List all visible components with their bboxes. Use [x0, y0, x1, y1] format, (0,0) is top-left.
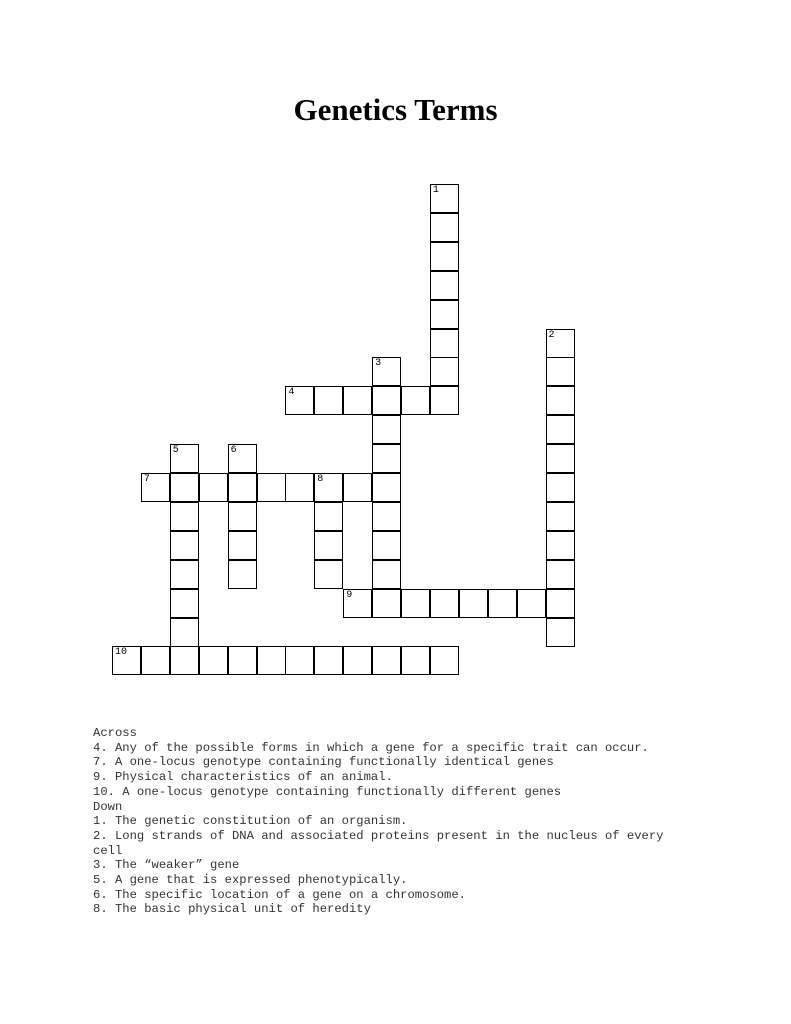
- down-clue: 3. The “weaker” gene: [93, 858, 240, 873]
- grid-cell[interactable]: [343, 646, 372, 675]
- grid-cell[interactable]: [546, 618, 575, 647]
- grid-cell[interactable]: [546, 386, 575, 415]
- clue-number: 6: [230, 445, 237, 457]
- grid-cell[interactable]: [372, 444, 401, 473]
- grid-cell[interactable]: [314, 560, 343, 589]
- grid-cell[interactable]: [285, 646, 314, 675]
- clue-number: 1: [432, 185, 439, 196]
- grid-cell[interactable]: [170, 444, 199, 473]
- grid-cell[interactable]: [314, 473, 343, 502]
- grid-cell[interactable]: [314, 502, 343, 531]
- grid-cell[interactable]: [430, 300, 459, 329]
- grid-cell[interactable]: [343, 589, 372, 618]
- grid-cell[interactable]: [170, 502, 199, 531]
- clue-number: 2: [548, 329, 555, 341]
- grid-cell[interactable]: [343, 473, 372, 502]
- grid-cell[interactable]: [343, 386, 372, 415]
- across-clue: 10. A one-locus genotype containing functionally different genes: [93, 784, 562, 799]
- grid-cell[interactable]: [546, 329, 575, 358]
- grid-cell[interactable]: [372, 386, 401, 415]
- grid-cell[interactable]: [546, 502, 575, 531]
- grid-cell[interactable]: [430, 329, 459, 358]
- grid-cell[interactable]: [199, 473, 228, 502]
- grid-cell[interactable]: [170, 646, 199, 675]
- grid-cell[interactable]: [285, 386, 314, 415]
- grid-cell[interactable]: [228, 473, 257, 502]
- clue-number: 7: [143, 474, 150, 485]
- down-heading: Down: [93, 799, 123, 814]
- grid-cell[interactable]: [401, 589, 430, 618]
- grid-cell[interactable]: [401, 386, 430, 415]
- grid-cell[interactable]: [170, 531, 199, 560]
- grid-cell[interactable]: [257, 646, 286, 675]
- grid-cell[interactable]: [228, 502, 257, 531]
- grid-cell[interactable]: [430, 242, 459, 271]
- grid-cell[interactable]: [430, 357, 459, 386]
- grid-cell[interactable]: [546, 589, 575, 618]
- grid-cell[interactable]: [372, 357, 401, 386]
- across-clue: 4. Any of the possible forms in which a gene for a specific trait can occur.: [93, 740, 649, 755]
- grid-cell[interactable]: [199, 646, 228, 675]
- grid-cell[interactable]: [372, 531, 401, 560]
- grid-cell[interactable]: [546, 560, 575, 589]
- grid-cell[interactable]: [372, 415, 401, 444]
- across-clue: 7. A one-locus genotype containing functionally identical genes: [93, 755, 554, 770]
- clue-number: 10: [115, 647, 128, 659]
- grid-cell[interactable]: [546, 531, 575, 560]
- grid-cell[interactable]: [228, 560, 257, 589]
- grid-cell[interactable]: [141, 473, 170, 502]
- grid-cell[interactable]: [430, 271, 459, 300]
- page-title: Genetics Terms: [293, 92, 498, 127]
- clue-number: 9: [346, 589, 353, 601]
- grid-cell[interactable]: [546, 357, 575, 386]
- grid-cell[interactable]: [170, 560, 199, 589]
- grid-cell[interactable]: [285, 473, 314, 502]
- grid-cell[interactable]: [228, 444, 257, 473]
- grid-cell[interactable]: [459, 589, 488, 618]
- grid-cell[interactable]: [170, 589, 199, 618]
- grid-cell[interactable]: [430, 213, 459, 242]
- grid-cell[interactable]: [546, 444, 575, 473]
- grid-cell[interactable]: [517, 589, 546, 618]
- grid-cell[interactable]: [372, 589, 401, 618]
- down-clue: 5. A gene that is expressed phenotypically.: [93, 873, 408, 888]
- grid-cell[interactable]: [228, 531, 257, 560]
- grid-cell[interactable]: [228, 646, 257, 675]
- grid-cell[interactable]: [430, 386, 459, 415]
- clue-number: 3: [375, 358, 382, 370]
- grid-cell[interactable]: [372, 502, 401, 531]
- down-clue: 1. The genetic constitution of an organism.: [93, 814, 408, 829]
- grid-cell[interactable]: [141, 646, 170, 675]
- grid-cell[interactable]: [430, 589, 459, 618]
- grid-cell[interactable]: [430, 646, 459, 675]
- clue-number: 4: [288, 387, 295, 399]
- grid-cell[interactable]: [488, 589, 517, 618]
- down-clue: 8. The basic physical unit of heredity: [93, 902, 371, 917]
- down-clue: 2. Long strands of DNA and associated proteins present in the nucleus of every cell: [93, 828, 671, 858]
- clue-number: 8: [317, 474, 324, 485]
- grid-cell[interactable]: [170, 618, 199, 647]
- grid-cell[interactable]: [430, 184, 459, 213]
- across-clue: 9. Physical characteristics of an animal.: [93, 770, 393, 785]
- grid-cell[interactable]: [372, 560, 401, 589]
- grid-cell[interactable]: [401, 646, 430, 675]
- clue-list: [93, 726, 693, 917]
- grid-cell[interactable]: [314, 386, 343, 415]
- grid-cell[interactable]: [546, 415, 575, 444]
- grid-cell[interactable]: [546, 473, 575, 502]
- grid-cell[interactable]: [314, 531, 343, 560]
- clue-number: 5: [172, 445, 179, 457]
- across-heading: Across: [93, 726, 137, 740]
- grid-cell[interactable]: [372, 646, 401, 675]
- grid-cell[interactable]: [314, 646, 343, 675]
- down-clue: 6. The specific location of a gene on a chromosome.: [93, 887, 466, 902]
- grid-cell[interactable]: [170, 473, 199, 502]
- grid-cell[interactable]: [257, 473, 286, 502]
- grid-cell[interactable]: [112, 646, 141, 675]
- grid-cell[interactable]: [372, 473, 401, 502]
